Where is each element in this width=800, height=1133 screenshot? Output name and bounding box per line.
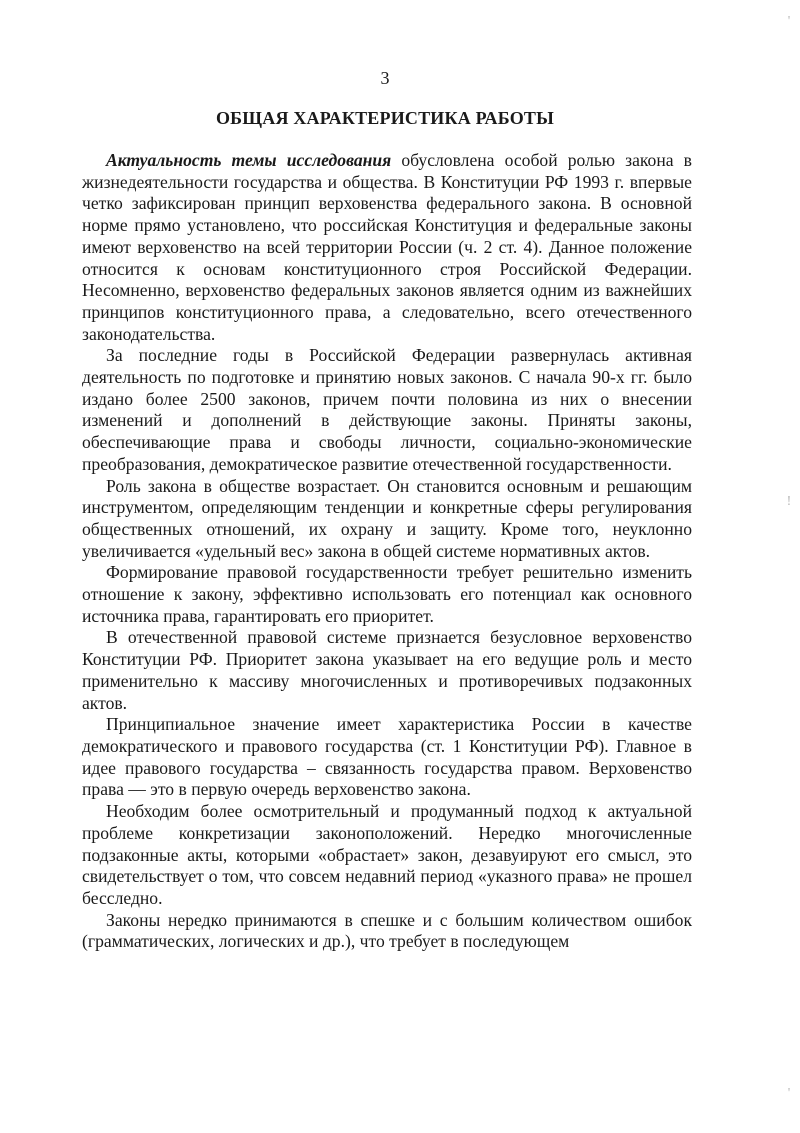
paragraph: [82, 562, 692, 627]
paragraph-text: Принципиальное значение имеет характеристика России в качестве демократического и правового государства (ст. 1 Конституции РФ). Главное в идее правового государства – связанность государства правом. Верховенство права — это в первую очередь верховенство закона.: [82, 714, 692, 800]
section-heading: ОБЩАЯ ХАРАКТЕРИСТИКА РАБОТЫ: [215, 108, 555, 128]
paragraph-lead: Актуальность темы исследования: [106, 150, 392, 170]
page-number: 3: [380, 68, 390, 88]
margin-mark: ': [787, 1086, 791, 1101]
paragraph: [82, 910, 692, 953]
body-text: [82, 150, 692, 953]
paragraph: [82, 801, 692, 910]
margin-mark: !: [786, 494, 792, 509]
paragraph: [82, 476, 692, 563]
paragraph-text: обусловлена особой ролью закона в жизнедеятельности государства и общества. В Конституции РФ 1993 г. впервые четко зафиксирован принцип верховенства федерального закона. В основной норме прямо установлено, что российская Конституция и федеральные законы имеют верховенство на всей территории России (ч. 2 ст. 4). Данное положение относится к основам конституционного строя Российской Федерации. Несомненно, верховенство федеральных законов является одним из важнейших принципов конституционного права, а следовательно, всего отечественного законодательства.: [82, 150, 692, 344]
paragraph-text: Формирование правовой государственности требует решительно изменить отношение к закону, эффективно использовать его потенциал как основного источника права, гарантировать его приоритет.: [82, 562, 692, 626]
paragraph-text: Роль закона в обществе возрастает. Он становится основным и решающим инструментом, определяющим тенденции и конкретные сферы регулирования общественных отношений, их охрану и защиту. Кроме того, неуклонно увеличивается «удельный вес» закона в общей системе нормативных актов.: [82, 475, 692, 561]
paragraph: [82, 714, 692, 801]
paragraph: [82, 345, 692, 475]
paragraph-relevance: [82, 150, 692, 345]
paragraph-text: В отечественной правовой системе признается безусловное верховенство Конституции РФ. Приоритет закона указывает на его ведущие роль и место применительно к массиву многочисленных и противоречивых подзаконных актов.: [82, 627, 692, 713]
paragraph-text: Необходим более осмотрительный и продуманный подход к актуальной проблеме конкретизации законоположений. Нередко многочисленные подзаконные акты, которыми «обрастает» закон, дезавуируют его смысл, это свидетельствует о том, что совсем недавний период «указного права» не прошел бесследно.: [82, 801, 692, 908]
paragraph: [82, 627, 692, 714]
margin-mark: ': [787, 14, 791, 29]
paragraph-text: За последние годы в Российской Федерации развернулась активная деятельность по подготовке и принятию новых законов. С начала 90-х гг. было издано более 2500 законов, причем почти половина из них о внесении изменений и дополнений в действующие законы. Приняты законы, обеспечивающие права и свободы личности, социально-экономические преобразования, демократическое развитие отечественной государственности.: [82, 345, 692, 474]
paragraph-text: Законы нередко принимаются в спешке и с большим количеством ошибок (грамматических, логических и др.), что требует в последующем: [82, 909, 692, 952]
